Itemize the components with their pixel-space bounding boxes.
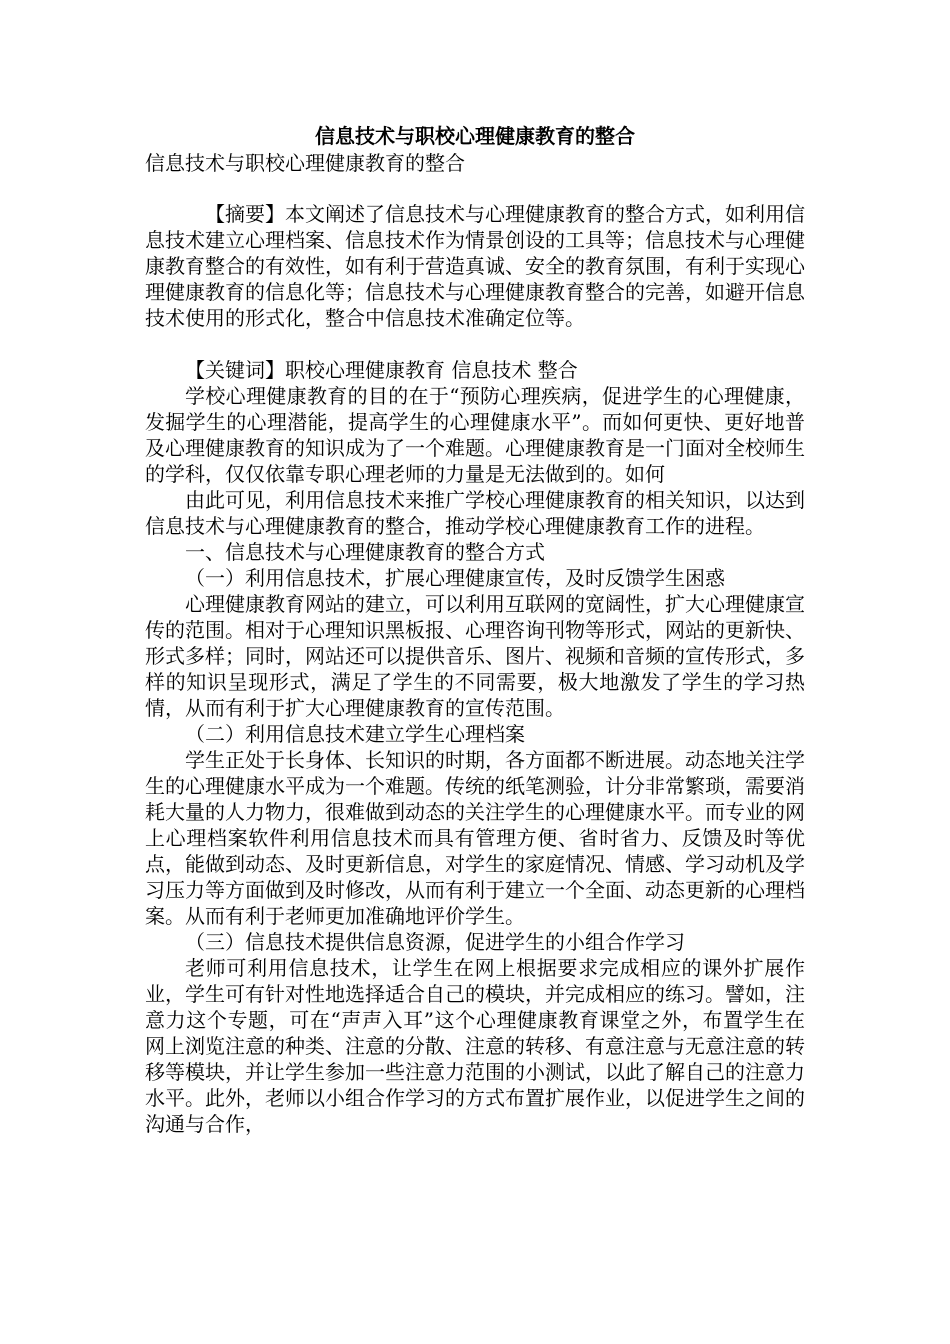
section-heading-1: 一、信息技术与心理健康教育的整合方式 xyxy=(185,540,545,564)
subsection-heading-1: （一）利用信息技术，扩展心理健康宣传，及时反馈学生困惑 xyxy=(185,566,725,590)
document-title: 信息技术与职校心理健康教育的整合 xyxy=(315,124,635,148)
intro-paragraph-2: 由此可见，利用信息技术来推广学校心理健康教育的相关知识，以达到信息技术与心理健康教育的整合，推动学校心理健康教育工作的进程。 xyxy=(145,488,805,538)
subsection-paragraph-3: 老师可利用信息技术，让学生在网上根据要求完成相应的课外扩展作业，学生可有针对性地选择适合自己的模块，并完成相应的练习。譬如，注意力这个专题，可在“声声入耳”这个心理健康教育课堂之外，布置学生在网上浏览注意的种类、注意的分散、注意的转移、有意注意与无意注意的转移等模块，并让学生参加一些注意力范围的小测试，以此了解自己的注意力水平。此外，老师以小组合作学习的方式布置扩展作业，以促进学生之间的沟通与合作， xyxy=(145,956,805,1136)
subsection-paragraph-2: 学生正处于长身体、长知识的时期，各方面都不断进展。动态地关注学生的心理健康水平成为一个难题。传统的纸笔测验，计分非常繁琐，需要消耗大量的人力物力，很难做到动态的关注学生的心理健康水平。而专业的网上心理档案软件利用信息技术而具有管理方便、省时省力、反馈及时等优点，能做到动态、及时更新信息，对学生的家庭情况、情感、学习动机及学习压力等方面做到及时修改，从而有利于建立一个全面、动态更新的心理档案。从而有利于老师更加准确地评价学生。 xyxy=(145,748,805,928)
subsection-paragraph-1: 心理健康教育网站的建立，可以利用互联网的宽阔性，扩大心理健康宣传的范围。相对于心理知识黑板报、心理咨询刊物等形式，网站的更新快、形式多样；同时，网站还可以提供音乐、图片、视频和音频的宣传形式，多样的知识呈现形式，满足了学生的不同需要，极大地激发了学生的学习热情，从而有利于扩大心理健康教育的宣传范围。 xyxy=(145,592,805,720)
document-subtitle: 信息技术与职校心理健康教育的整合 xyxy=(145,151,465,175)
keywords-line: 【关键词】职校心理健康教育 信息技术 整合 xyxy=(185,358,578,382)
subsection-heading-2: （二）利用信息技术建立学生心理档案 xyxy=(185,722,525,746)
document-body xyxy=(145,201,805,1137)
subsection-heading-3: （三）信息技术提供信息资源，促进学生的小组合作学习 xyxy=(185,930,685,954)
abstract-paragraph: 【摘要】本文阐述了信息技术与心理健康教育的整合方式，如利用信息技术建立心理档案、信息技术作为情景创设的工具等；信息技术与心理健康教育整合的有效性，如有利于营造真诚、安全的教育氛围，有利于实现心理健康教育的信息化等；信息技术与心理健康教育整合的完善，如避开信息技术使用的形式化，整合中信息技术准确定位等。 xyxy=(145,202,805,330)
intro-paragraph-1: 学校心理健康教育的目的在于“预防心理疾病，促进学生的心理健康，发掘学生的心理潜能，提高学生的心理健康水平”。而如何更快、更好地普及心理健康教育的知识成为了一个难题。心理健康教育是一门面对全校师生的学科，仅仅依靠专职心理老师的力量是无法做到的。如何 xyxy=(145,384,805,486)
